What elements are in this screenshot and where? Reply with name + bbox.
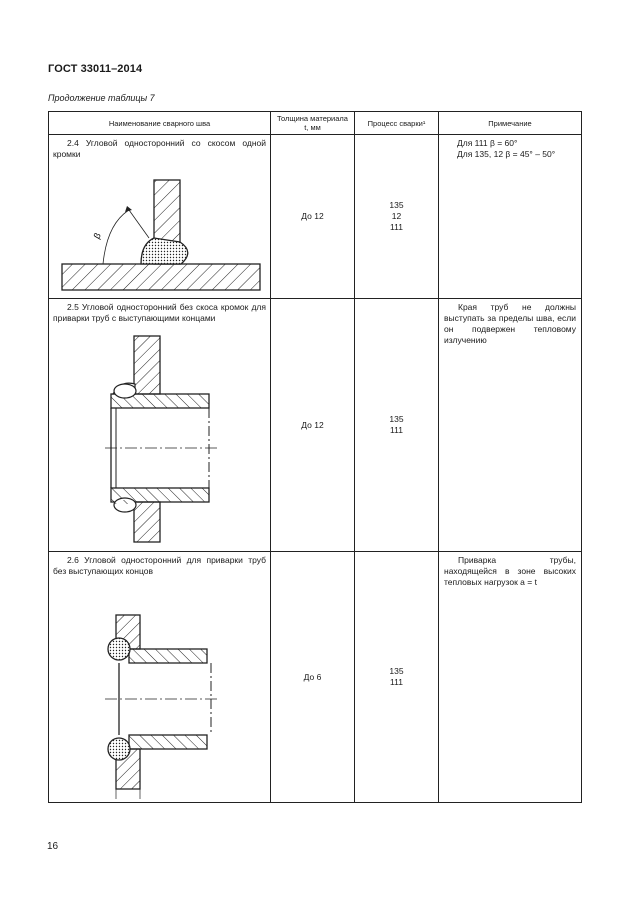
note-cell bbox=[439, 299, 582, 552]
page-number: 16 bbox=[47, 841, 59, 852]
table-row bbox=[49, 135, 582, 299]
process-value: 12 bbox=[391, 211, 402, 221]
process-value: 135 bbox=[389, 414, 404, 424]
note-line: Для 135, 12 β = 45° – 50° bbox=[457, 149, 556, 159]
thickness-cell: До 6 bbox=[271, 552, 355, 803]
thickness-cell: До 12 bbox=[271, 135, 355, 299]
note-text: Приварка трубы, находящейся в зоне высоких тепловых нагрузок a = t bbox=[444, 555, 576, 587]
note-line: Для 111 β = 60° bbox=[457, 138, 518, 148]
process-cell bbox=[355, 299, 439, 552]
weld-table bbox=[48, 111, 582, 803]
table-row bbox=[49, 552, 582, 803]
weld-name-cell bbox=[49, 135, 271, 299]
table-header-row bbox=[49, 112, 582, 135]
process-cell bbox=[355, 552, 439, 803]
process-value: 135 bbox=[389, 666, 404, 676]
note-cell bbox=[439, 552, 582, 803]
column-header-process: Процесс сварки¹ bbox=[355, 112, 439, 135]
weld-name-cell bbox=[49, 299, 271, 552]
weld-name: 2.6 Угловой односторонний для приварки труб без выступающих концов bbox=[53, 555, 266, 576]
document-title: ГОСТ 33011–2014 bbox=[48, 63, 143, 75]
note-cell bbox=[439, 135, 582, 299]
column-header-thickness: Толщина материала t, мм bbox=[271, 112, 355, 135]
weld-name: 2.4 Угловой односторонний со скосом одной кромки bbox=[53, 138, 266, 159]
angle-beta-label: β bbox=[91, 230, 103, 241]
weld-name-cell bbox=[49, 552, 271, 803]
process-value: 111 bbox=[390, 425, 403, 435]
process-value: 111 bbox=[390, 222, 403, 232]
table-row bbox=[49, 299, 582, 552]
table-caption: Продолжение таблицы 7 bbox=[48, 93, 155, 103]
note-text: Края труб не должны выступать за пределы шва, если он подвержен тепловому излучению bbox=[444, 302, 576, 345]
process-value: 135 bbox=[389, 200, 404, 210]
weld-name: 2.5 Угловой односторонний без скоса кромок для приварки труб с выступающими концами bbox=[53, 302, 266, 323]
column-header-name: Наименование сварного шва bbox=[49, 112, 271, 135]
weld-drawing-2-6 bbox=[49, 577, 269, 799]
process-cell bbox=[355, 135, 439, 299]
process-value: 111 bbox=[390, 677, 403, 687]
column-header-note: Примечание bbox=[439, 112, 582, 135]
weld-drawing-2-5 bbox=[49, 324, 269, 546]
thickness-cell: До 12 bbox=[271, 299, 355, 552]
weld-drawing-2-4 bbox=[49, 160, 269, 292]
